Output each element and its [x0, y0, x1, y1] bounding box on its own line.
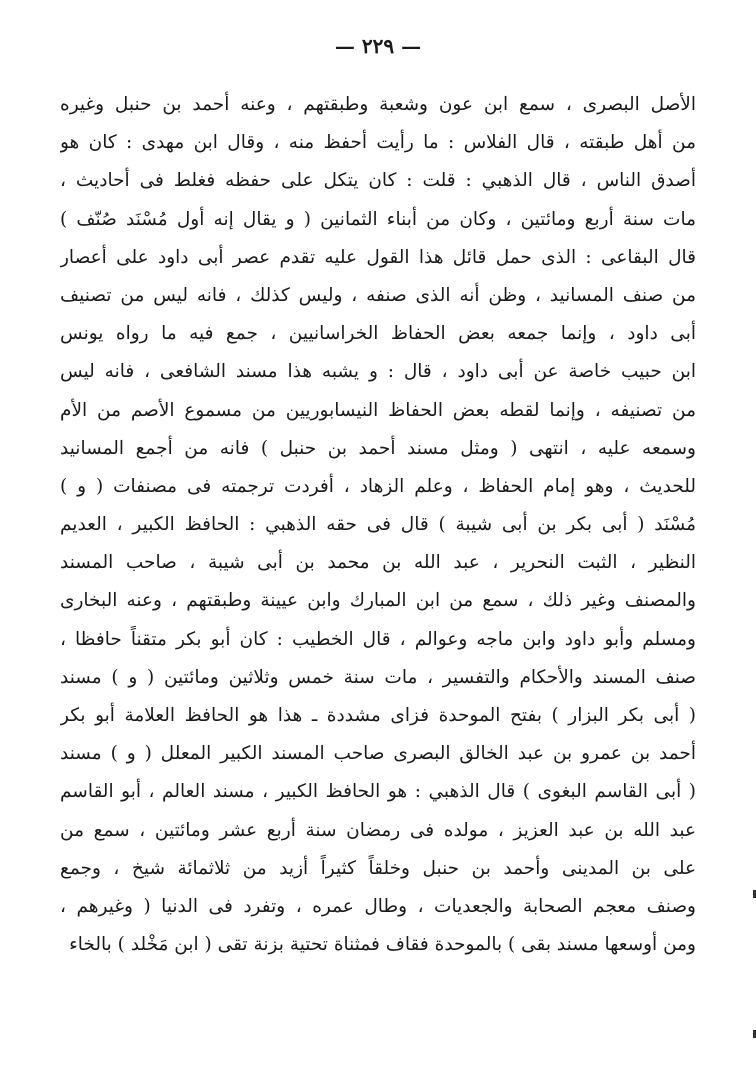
- text-line: على بن المدينى وأحمد بن حنبل وخلقاً كثيراً أزيد من ثلاثمائة شيخ ، وجمع: [60, 857, 696, 879]
- text-line: من أهل طبقته ، قال الفلاس : ما رأيت أحفظ منه ، وقال ابن مهدى : كان هو: [60, 132, 696, 154]
- body-text: [60, 86, 696, 964]
- text-line: الأصل البصرى ، سمع ابن عون وشعبة وطبقتهم ، وعنه أحمد بن حنبل وغيره: [60, 94, 696, 115]
- text-line: النظير ، الثبت النحرير ، عبد الله بن محمد بن أبى شيبة ، صاحب المسند: [60, 552, 696, 574]
- text-line: ( أبى القاسم البغوى ) قال الذهبي : هو الحافظ الكبير ، مسند العالم ، أبو القاسم: [60, 781, 696, 803]
- text-line: ابن حبيب خاصة عن أبى داود ، قال : و يشبه هذا مسند الشافعى ، فانه ليس: [60, 361, 696, 383]
- page-number: — ٢٢٩ —: [334, 34, 422, 58]
- text-line: ( أبى بكر البزار ) بفتح الموحدة فزاى مشددة ـ هذا هو الحافظ العلامة أبو بكر: [60, 705, 696, 726]
- text-line: أصدق الناس ، قال الذهبي : قلت : كان يتكل على حفظه فغلط فى أحاديث ،: [60, 170, 696, 192]
- text-line: قال البقاعى : الذى حمل قائل هذا القول عليه تقدم عصر أبى داود على أعصار: [60, 246, 696, 268]
- text-line: وسمعه عليه ، انتهى ( ومثل مسند أحمد بن حنبل ) فانه من أجمع المسانيد: [60, 437, 696, 459]
- text-line: للحديث ، وهو إمام الحفاظ ، وعلم الزهاد ، أفردت ترجمته فى مصنفات ( و ): [60, 475, 696, 497]
- text-line: عبد الله بن عبد العزيز ، مولده فى رمضان سنة أربع عشر ومائتين ، سمع من: [60, 819, 696, 841]
- text-line: من صنف المسانيد ، وظن أنه الذى صنفه ، وليس كذلك ، فانه ليس من تصنيف: [60, 284, 696, 306]
- text-line: أبى داود ، وإنما جمعه بعض الحفاظ الخراسانيين ، جمع فيه ما رواه يونس: [60, 323, 696, 345]
- text-line: والمصنف وغير ذلك ، سمع من ابن المبارك وابن عيينة وطبقتهم ، وعنه البخارى: [60, 590, 696, 612]
- text-line: ومسلم وأبو داود وابن ماجه وعوالم ، قال الخطيب : كان أبو بكر متقناً حافظا ،: [60, 628, 696, 650]
- text-line: أحمد بن عمرو بن عبد الخالق البصرى صاحب المسند الكبير المعلل ( و ) مسند: [60, 743, 696, 765]
- text-line: ومن أوسعها مسند بقى ) بالموحدة فقاف فمثناة تحتية بزنة تقى ( ابن مَخْلد ) بالخاء: [69, 934, 696, 956]
- text-line: مُسْنَد ( أبى بكر بن أبى شيبة ) قال فى حقه الذهبي : الحافظ الكبير ، العديم: [60, 514, 696, 536]
- text-line: مات سنة أربع ومائتين ، وكان من أبناء الثمانين ( و يقال إنه أول مُسْنَد صُنّف ): [60, 208, 696, 230]
- text-line: صنف المسند والأحكام والتفسير ، مات سنة خمس وثلاثين ومائتين ( و ) مسند: [60, 666, 696, 688]
- text-line: وصنف معجم الصحابة والجعديات ، وطال عمره ، وتفرد فى الدنيا ( وغيرهم ،: [60, 895, 696, 917]
- text-line: من تصنيفه ، وإنما لقطه بعض الحفاظ النيسابوريين من مسموع الأصم من الأم: [60, 399, 696, 421]
